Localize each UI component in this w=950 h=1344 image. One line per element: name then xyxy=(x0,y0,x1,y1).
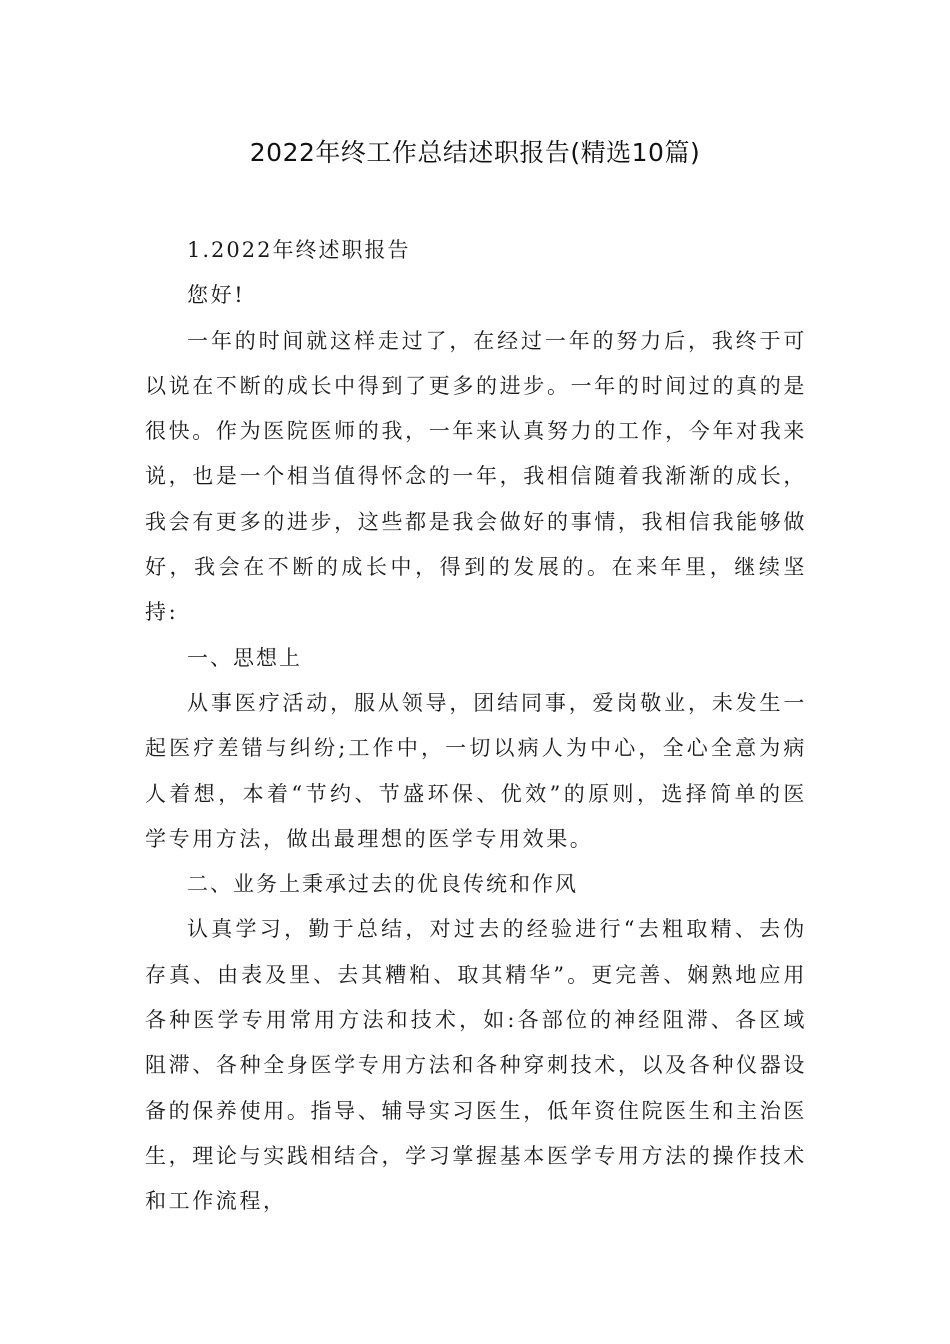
document-title: 2022年终工作总结述职报告(精选10篇) xyxy=(249,138,701,167)
business-paragraph: 认真学习，勤于总结，对过去的经验进行“去粗取精、去伪存真、由表及里、去其糟粕、取其精华”。更完善、娴熟地应用各种医学专用常用方法和技术，如:各部位的神经阻滞、各区域阻滞、各种全身医学专用方法和各种穿刺技术，以及各种仪器设备的保养使用。指导、辅导实习医生，低年资住院医生和主治医生，理论与实践相结合，学习掌握基本医学专用方法的操作技术和工作流程， xyxy=(145,917,807,1214)
document-body xyxy=(145,228,807,1225)
section-heading-thought: 一、思想上 xyxy=(187,645,302,670)
greeting-paragraph: 您好! xyxy=(187,283,246,308)
section-heading-business: 二、业务上秉承过去的优良传统和作风 xyxy=(187,872,578,897)
section-heading-report-1: 1.2022年终述职报告 xyxy=(187,238,411,262)
thought-paragraph: 从事医疗活动，服从领导，团结同事，爱岗敬业，未发生一起医疗差错与纠纷;工作中，一切以病人为中心，全心全意为病人着想，本着“节约、节盛环保、优效”的原则，选择简单的医学专用方法，做出最理想的医学专用效果。 xyxy=(145,690,807,851)
intro-paragraph: 一年的时间就这样走过了，在经过一年的努力后，我终于可以说在不断的成长中得到了更多的进步。一年的时间过的真的是很快。作为医院医师的我，一年来认真努力的工作，今年对我来说，也是一个相当值得怀念的一年，我相信随着我渐渐的成长，我会有更多的进步，这些都是我会做好的事情，我相信我能够做好，我会在不断的成长中，得到的发展的。在来年里，继续坚持: xyxy=(145,328,807,625)
